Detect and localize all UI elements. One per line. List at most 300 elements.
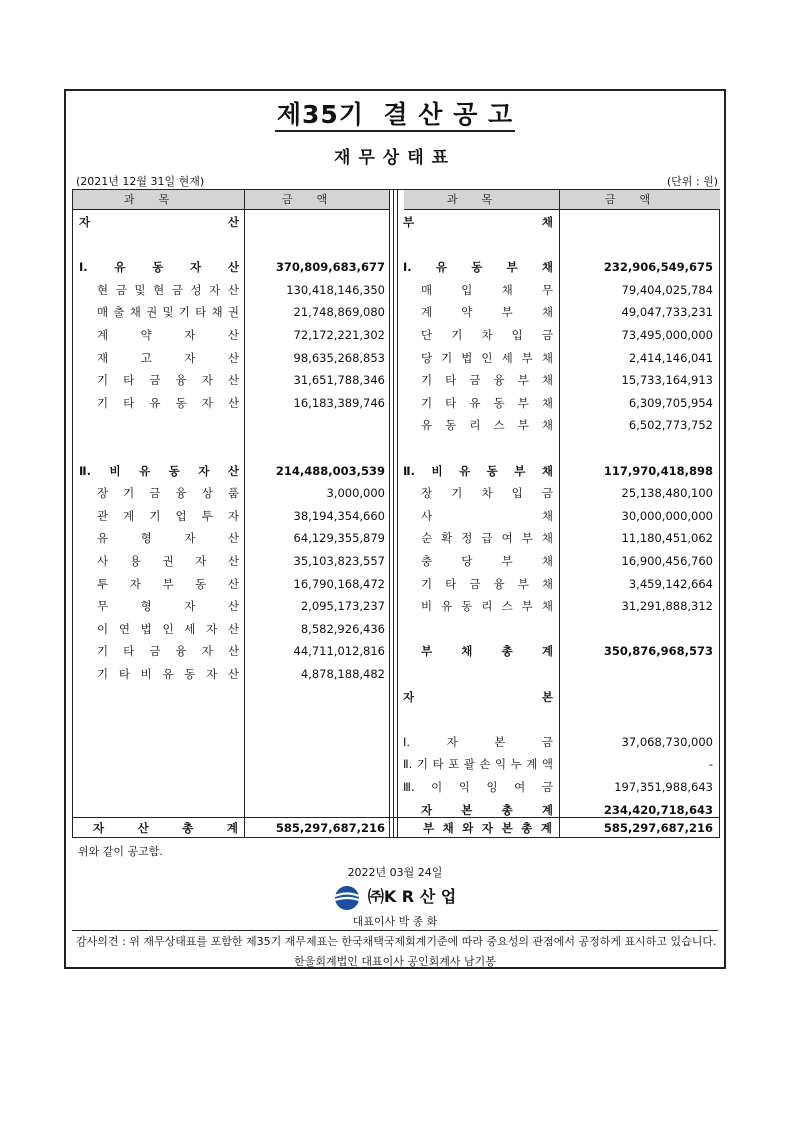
liability-account-name	[421, 301, 553, 323]
liability-account-name-char: 채	[541, 508, 553, 523]
asset-account-name-char: 자	[198, 463, 210, 478]
liability-account-name-char: 입	[511, 328, 523, 342]
asset-account-name-char: 법	[140, 621, 152, 636]
audit-divider	[72, 930, 718, 931]
liability-account-name-char: 채	[541, 373, 553, 388]
liability-account-name	[421, 640, 553, 662]
total-assets-char: 자	[93, 821, 105, 835]
total-assets-char: 산	[137, 821, 149, 835]
asset-account-name-char: 동	[152, 260, 164, 275]
liability-account-name-char: 인	[481, 350, 493, 365]
total-assets-label	[93, 817, 238, 839]
auditor: 한울회계법인 대표이사 공인회계사 남기봉	[294, 955, 496, 968]
liability-account-name-char: 여	[514, 780, 526, 794]
liability-account-name-char: 당	[461, 554, 473, 568]
liability-account-amount: 11,180,451,062	[621, 531, 713, 546]
liability-account-name-numeral: Ⅲ.	[403, 780, 415, 794]
liability-account-name-char: 차	[481, 486, 493, 501]
liability-account-name-char: 유	[459, 463, 471, 478]
liability-account-name	[421, 527, 553, 549]
liability-account-name-char: 충	[421, 554, 433, 568]
liability-account-name-char: 융	[493, 576, 505, 591]
asset-account-name-char: 현	[153, 282, 165, 297]
liability-account-name-char: 금	[541, 328, 553, 342]
asset-account-name-char: 자	[201, 395, 213, 410]
asset-account-amount: 3,000,000	[326, 486, 385, 501]
liability-account-name	[403, 776, 553, 798]
total-liab-equity-char: 부	[423, 821, 435, 835]
asset-account-name	[97, 347, 239, 369]
asset-account-name-char: 재	[97, 350, 109, 365]
asset-account-name-char: 산	[227, 282, 239, 297]
total-assets-char: 계	[226, 821, 238, 835]
liability-account-name-char: 동	[493, 395, 505, 410]
asset-account-name-char: 매	[97, 305, 109, 320]
asset-account-name-char: 고	[140, 350, 152, 365]
liability-account-name-char: 사	[421, 508, 433, 523]
asset-account-name-char: 유	[149, 395, 161, 410]
asset-account-name	[79, 256, 239, 278]
asset-account-name-char: 동	[175, 395, 187, 410]
asset-account-name-char: 자	[79, 215, 91, 229]
liability-account-name-numeral: Ⅰ.	[403, 734, 411, 749]
asset-account-name-char: 출	[113, 305, 125, 320]
liability-account-name-char: 부	[506, 260, 518, 275]
liability-account-name-char: 채	[541, 350, 553, 365]
divider	[397, 190, 398, 837]
liability-account-amount: 2,414,146,041	[628, 350, 713, 365]
asset-account-name-char: 유	[114, 260, 126, 275]
liability-account-name-char: 장	[421, 486, 433, 501]
asset-account-name-char: 산	[227, 463, 239, 478]
liability-account-name-char: 부	[514, 463, 526, 478]
asset-account-name-char: 동	[184, 667, 196, 681]
header-left-subject: 과목	[73, 190, 244, 210]
liability-account-name-char: 유	[469, 395, 481, 410]
asset-account-name-char: 자	[209, 282, 221, 297]
liability-account-name-char: 기	[421, 373, 433, 388]
liability-account-name	[421, 550, 553, 572]
total-liab-equity-char: 본	[501, 821, 513, 835]
asset-account-name-char: 산	[227, 621, 239, 636]
asset-account-name	[79, 211, 239, 233]
asset-account-name	[97, 618, 239, 640]
asset-account-name-char: 자	[190, 260, 202, 275]
asset-account-name-char: 무	[97, 599, 109, 614]
liability-account-amount: 37,068,730,000	[621, 734, 713, 749]
audit-opinion: 감사의견 : 위 재무상태표를 포함한 제35기 재무제표는 한국채택국제회계기준에 따라 중요성의 관점에서 공정하게 표시하고 있습니다.	[76, 935, 717, 948]
asset-account-amount: 21,748,869,080	[293, 305, 385, 320]
liability-account-name-char: 금	[541, 486, 553, 501]
liability-account-amount: 49,047,733,231	[621, 305, 713, 320]
asset-account-amount: 4,878,188,482	[300, 667, 385, 681]
liability-account-name-char: 세	[501, 350, 513, 365]
divider	[559, 190, 560, 837]
asset-account-name-char: 용	[129, 554, 141, 568]
asset-account-name-char: 사	[97, 554, 109, 568]
liability-account-amount: 197,351,988,643	[614, 780, 713, 794]
liability-account-name-char: 괄	[463, 757, 475, 772]
liability-account-name-char: 채	[541, 260, 553, 275]
liability-account-name-char: 채	[541, 531, 553, 546]
asset-account-name-char: 자	[206, 667, 218, 681]
liability-account-amount: 25,138,480,100	[621, 486, 713, 501]
liability-account-name-char: 계	[526, 757, 538, 772]
liability-account-name-char: 채	[461, 644, 473, 659]
footnote: 위와 같이 공고함.	[78, 845, 163, 858]
asset-account-name-char: 투	[97, 576, 109, 591]
liability-account-name-char: 당	[421, 350, 433, 365]
liability-account-amount: 350,876,968,573	[603, 644, 713, 659]
liability-account-name-char: 기	[451, 486, 463, 501]
asset-account-name-char: 약	[140, 328, 152, 342]
liability-account-name-char: 동	[486, 463, 498, 478]
total-assets-amount: 585,297,687,216	[275, 821, 385, 835]
liability-account-name-char: 유	[435, 260, 447, 275]
asset-account-name	[97, 482, 239, 504]
liability-account-name-char: 약	[461, 305, 473, 320]
liability-account-name-char: 금	[469, 576, 481, 591]
total-assets-char: 총	[182, 821, 194, 835]
liability-account-name-char: 타	[445, 373, 457, 388]
liability-account-amount: 16,900,456,760	[621, 554, 713, 568]
liability-account-amount: 117,970,418,898	[603, 463, 713, 478]
asset-account-name-char: 계	[97, 328, 109, 342]
liability-account-amount: -	[708, 757, 713, 772]
asset-account-name-char: 기	[123, 486, 135, 501]
liability-account-name-char: 비	[421, 599, 433, 614]
liability-account-name-char: 기	[441, 350, 453, 365]
asset-account-name-char: 기	[97, 395, 109, 410]
asset-account-amount: 370,809,683,677	[275, 260, 385, 275]
liability-account-name-char: 스	[493, 418, 505, 433]
asset-account-name-char: 동	[168, 463, 180, 478]
asset-account-name-char: 금	[149, 486, 161, 501]
asset-account-name-char: 융	[175, 644, 187, 659]
asset-account-name-char: 금	[171, 282, 183, 297]
asset-account-name-char: 산	[227, 215, 239, 229]
asset-account-name-char: 기	[97, 667, 109, 681]
asset-account-name	[97, 640, 239, 662]
asset-account-amount: 2,095,173,237	[300, 599, 385, 614]
liability-account-name	[403, 753, 553, 775]
asset-account-name-char: 자	[129, 576, 141, 591]
asset-account-amount: 64,129,355,879	[293, 531, 385, 546]
liability-account-name-char: 계	[421, 305, 433, 320]
notice-frame	[64, 89, 726, 969]
header-right-amount: 금액	[559, 190, 720, 210]
liability-account-name-char: 법	[461, 350, 473, 365]
liability-account-name-char: 확	[441, 531, 453, 546]
liability-account-amount: 3,459,142,664	[628, 576, 713, 591]
liability-account-name-char: 채	[541, 599, 553, 614]
asset-account-name-char: 및	[134, 282, 146, 297]
liability-account-name-char: 익	[494, 757, 507, 772]
liability-account-name-char: 채	[541, 418, 553, 433]
liability-account-name-char: 계	[541, 644, 553, 659]
asset-account-name	[97, 573, 239, 595]
liability-account-name-char: 부	[521, 531, 533, 546]
asset-account-name	[97, 663, 239, 685]
liability-account-name-char: 여	[501, 531, 513, 546]
asset-account-name-char: 계	[123, 508, 135, 523]
liability-account-amount: 234,420,718,643	[603, 802, 713, 817]
liability-account-name-char: 부	[421, 644, 433, 659]
liability-account-name	[421, 573, 553, 595]
asset-account-amount: 38,194,354,660	[293, 508, 385, 523]
liability-account-name-char: 부	[517, 418, 529, 433]
asset-account-amount: 98,635,268,853	[293, 350, 385, 365]
asset-account-name-char: 타	[123, 644, 135, 659]
liability-account-name-char: 융	[493, 373, 505, 388]
liability-account-name-char: 단	[421, 328, 433, 342]
divider	[393, 190, 394, 837]
liability-account-name-char: 순	[421, 531, 433, 546]
report-date: 2022년 03월 24일	[347, 866, 443, 879]
liability-account-name	[421, 324, 553, 346]
liability-account-name-char: 채	[541, 305, 553, 320]
liability-account-name-char: 입	[461, 282, 473, 297]
asset-account-name-char: 채	[129, 305, 141, 320]
asset-account-name-char: 산	[227, 644, 239, 659]
liability-account-name	[421, 392, 553, 414]
liability-account-name-char: 액	[541, 757, 553, 772]
asset-account-name-char: 산	[227, 395, 239, 410]
asset-account-name-char: 부	[162, 576, 174, 591]
liability-account-name-char: 동	[471, 260, 483, 275]
asset-account-name-char: 융	[175, 486, 187, 501]
liability-account-name-char: 리	[469, 418, 481, 433]
liability-account-name-char: 채	[541, 463, 553, 478]
liability-account-name-char: 금	[469, 373, 481, 388]
liability-account-name-char: 차	[481, 328, 493, 342]
asset-account-name	[97, 505, 239, 527]
asset-account-amount: 31,651,788,346	[293, 373, 385, 388]
asset-account-name-char: 타	[118, 667, 130, 681]
liability-account-name-char: 채	[541, 554, 553, 568]
liability-account-name-char: 부	[501, 554, 513, 568]
asset-account-name-char: 산	[227, 599, 239, 614]
liability-account-name-char: 금	[541, 734, 553, 749]
asset-account-name-char: 및	[162, 305, 174, 320]
ceo-name: 대표이사 박 종 화	[352, 915, 438, 928]
asset-account-name-char: 자	[195, 554, 207, 568]
liability-account-name-char: 본	[541, 689, 553, 704]
asset-account-name-char: 관	[97, 508, 109, 523]
liability-account-name-char: 채	[541, 215, 553, 229]
asset-account-name-numeral: Ⅰ.	[79, 260, 88, 275]
total-liab-equity-char: 자	[481, 821, 494, 835]
asset-account-name	[97, 527, 239, 549]
asset-account-name-char: 기	[97, 644, 109, 659]
liability-account-name-char: 타	[445, 395, 457, 410]
liability-account-name	[421, 595, 553, 617]
liability-account-name-char: 계	[541, 802, 553, 817]
asset-account-name-char: 산	[227, 260, 239, 275]
asset-account-name-char: 유	[139, 463, 151, 478]
liability-account-amount: 6,309,705,954	[628, 395, 713, 410]
asset-account-amount: 44,711,012,816	[293, 644, 385, 659]
asset-account-name	[97, 369, 239, 391]
asset-account-name-char: 산	[227, 554, 239, 568]
liability-account-name-char: 채	[541, 395, 553, 410]
asset-account-name-char: 산	[227, 667, 239, 681]
liability-account-name-char: 급	[481, 531, 493, 546]
total-liab-equity-amount: 585,297,687,216	[603, 821, 713, 835]
liability-account-name-numeral: Ⅱ.	[403, 757, 413, 772]
asset-account-amount: 214,488,003,539	[275, 463, 385, 478]
liability-account-name-char: 비	[431, 463, 443, 478]
liability-account-amount: 31,291,888,312	[621, 599, 713, 614]
asset-account-amount: 35,103,823,557	[293, 554, 385, 568]
asset-account-name	[97, 279, 239, 301]
asset-account-name-char: 자	[206, 621, 218, 636]
asset-account-amount: 16,790,168,472	[293, 576, 385, 591]
asset-account-name-char: 투	[201, 508, 213, 523]
liability-account-name-char: 유	[421, 418, 433, 433]
asset-account-name-char: 산	[227, 373, 239, 388]
liability-account-name-char: 스	[501, 599, 513, 614]
liability-account-name-char: 부	[517, 576, 529, 591]
asset-account-name-char: 유	[162, 667, 174, 681]
asset-account-name-char: 기	[178, 305, 190, 320]
asset-account-name	[97, 550, 239, 572]
asset-account-name-char: 산	[227, 531, 239, 546]
liability-account-name-char: 익	[458, 780, 470, 794]
asset-account-name-char: 품	[227, 486, 239, 501]
liability-account-name-char: 타	[445, 576, 457, 591]
liability-account-name	[403, 256, 553, 278]
header-right-subject: 과목	[404, 190, 559, 210]
total-liab-equity-char: 계	[540, 821, 552, 835]
liability-account-amount: 30,000,000,000	[621, 508, 713, 523]
asset-account-name-char: 타	[123, 373, 135, 388]
liability-account-name-char: 채	[541, 576, 553, 591]
liability-account-name-char: 총	[501, 802, 513, 817]
liability-account-name-char: 부	[403, 215, 415, 229]
asset-account-name-numeral: Ⅱ.	[79, 463, 91, 478]
asset-account-name-char: 자	[184, 328, 196, 342]
liability-account-name-char: 리	[481, 599, 493, 614]
asset-account-name-char: 연	[118, 621, 130, 636]
total-liab-equity-char: 총	[521, 821, 533, 835]
liability-account-name-char: 채	[501, 282, 513, 297]
liability-account-name-char: 동	[445, 418, 457, 433]
liability-account-name	[403, 211, 553, 233]
liability-account-amount: 232,906,549,675	[603, 260, 713, 275]
asset-account-name-char: 산	[227, 576, 239, 591]
liability-account-name-char: 매	[421, 282, 433, 297]
asset-account-name-char: 권	[162, 554, 174, 568]
date-info: (2021년 12월 31일 현재)	[76, 175, 205, 188]
total-liab-equity-char: 와	[462, 821, 474, 835]
liability-account-name-char: 본	[494, 734, 506, 749]
liability-account-name-char: 정	[461, 531, 473, 546]
asset-account-name-char: 융	[175, 373, 187, 388]
liability-account-name-char: 기	[421, 576, 433, 591]
liability-account-name-char: 누	[510, 757, 522, 772]
liability-account-name-char: 유	[441, 599, 453, 614]
liability-account-name-char: 타	[432, 757, 444, 772]
liability-account-name	[421, 414, 553, 436]
liability-account-name-char: 무	[541, 282, 553, 297]
asset-account-name-char: 현	[97, 282, 109, 297]
liability-account-name	[421, 369, 553, 391]
asset-account-name-char: 이	[97, 621, 109, 636]
liability-account-name	[403, 731, 553, 753]
company-logo-icon	[334, 885, 360, 911]
unit-info: (단위 : 원)	[666, 175, 718, 188]
asset-account-name-char: 자	[227, 508, 239, 523]
divider	[389, 190, 390, 837]
liability-account-name-char: 부	[521, 599, 533, 614]
asset-account-name-char: 유	[97, 531, 109, 546]
asset-account-name-char: 자	[184, 350, 196, 365]
liability-account-name-char: 기	[416, 757, 428, 772]
liability-account-name-char: 입	[511, 486, 523, 501]
header-left-amount: 금액	[244, 190, 389, 210]
liability-account-name-char: 자	[403, 689, 415, 704]
asset-account-name-char: 자	[184, 599, 196, 614]
asset-account-name-char: 자	[184, 531, 196, 546]
liability-account-name-char: 부	[517, 373, 529, 388]
asset-account-name-char: 기	[97, 373, 109, 388]
liability-account-name	[421, 347, 553, 369]
asset-account-name-char: 산	[227, 328, 239, 342]
liability-account-name-char: 잉	[486, 780, 498, 794]
asset-account-name-char: 장	[97, 486, 109, 501]
asset-account-name-char: 비	[109, 463, 121, 478]
liability-account-name-char: 기	[451, 328, 463, 342]
asset-account-name-char: 자	[201, 373, 213, 388]
liability-account-name-char: 손	[479, 757, 491, 772]
asset-account-name-char: 채	[211, 305, 223, 320]
asset-account-name-char: 금	[115, 282, 127, 297]
asset-account-name	[97, 324, 239, 346]
liability-account-name	[421, 505, 553, 527]
liability-account-name	[421, 482, 553, 504]
asset-account-name-char: 세	[184, 621, 196, 636]
asset-account-amount: 72,172,221,302	[293, 328, 385, 342]
asset-account-name-char: 비	[140, 667, 152, 681]
liability-account-name-char: 기	[421, 395, 433, 410]
asset-account-amount: 16,183,389,746	[293, 395, 385, 410]
asset-account-name-char: 상	[201, 486, 213, 501]
total-liab-equity-label	[423, 817, 552, 839]
asset-account-name-char: 산	[227, 350, 239, 365]
liability-account-name	[403, 460, 553, 482]
asset-account-name-char: 타	[195, 305, 207, 320]
liability-account-name-char: 포	[448, 757, 460, 772]
liability-account-name-char: 자	[446, 734, 458, 749]
liability-account-name-char: 이	[431, 780, 443, 794]
balance-sheet-table	[72, 189, 720, 838]
asset-account-name	[79, 460, 239, 482]
asset-account-name-char: 형	[140, 531, 152, 546]
liability-account-amount: 6,502,773,752	[628, 418, 713, 433]
liability-account-name-char: 부	[501, 305, 513, 320]
asset-account-name-char: 동	[195, 576, 207, 591]
liability-account-name-char: 부	[521, 350, 533, 365]
liability-account-name-char: 총	[501, 644, 513, 659]
total-liab-equity-char: 채	[442, 821, 454, 835]
asset-account-name-char: 금	[149, 644, 161, 659]
asset-account-name-char: 형	[140, 599, 152, 614]
notice-title: 제35기 결 산 공 고	[66, 95, 724, 131]
liability-account-name-numeral: Ⅱ.	[403, 463, 415, 478]
asset-account-name	[97, 392, 239, 414]
liability-account-name-char: 부	[517, 395, 529, 410]
